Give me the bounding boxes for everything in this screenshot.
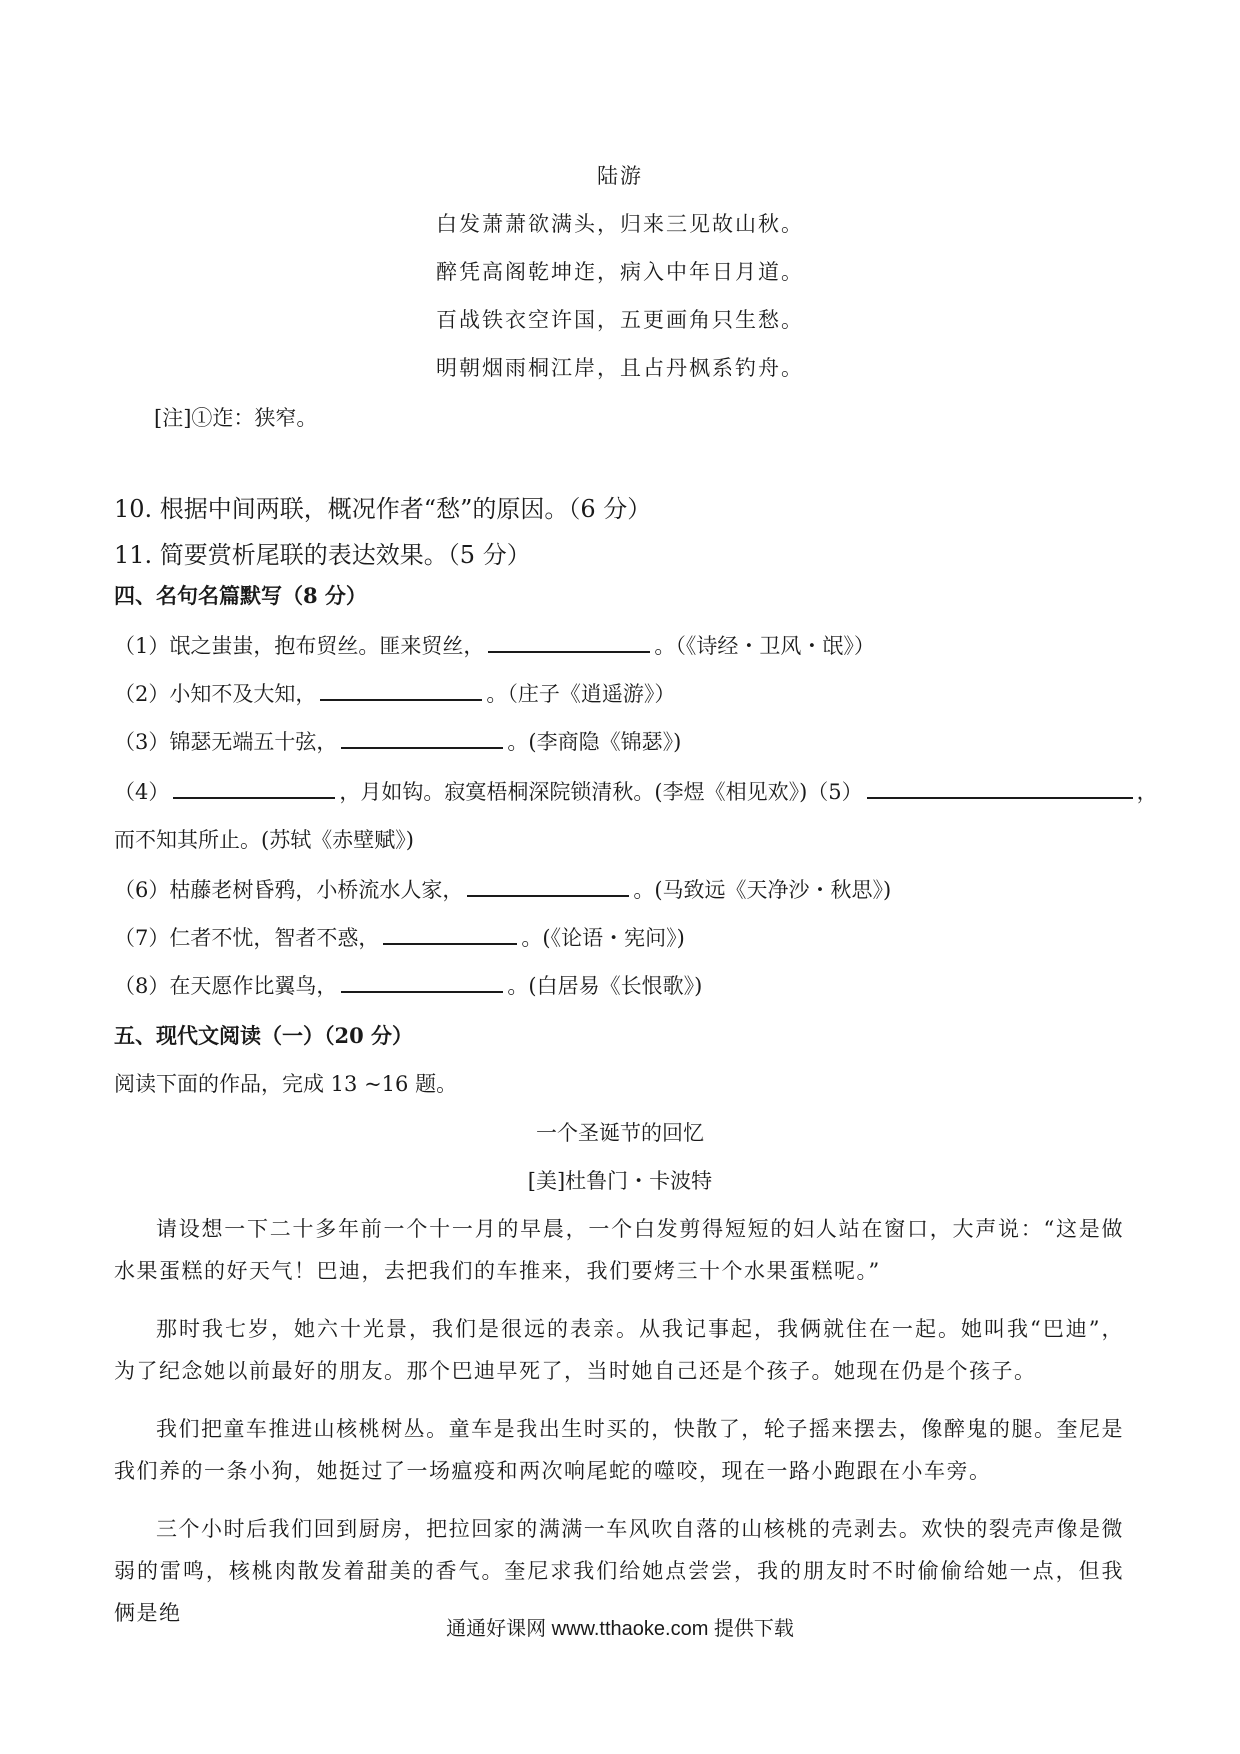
answer-blank-8[interactable] — [341, 973, 503, 993]
item-2-suffix: 。（庄子《逍遥游》） — [486, 682, 676, 706]
question-11: 11. 简要赏析尾联的表达效果。（5 分） — [114, 541, 531, 569]
paragraph-2: 那时我七岁，她六十光景，我们是很远的表亲。从我记事起，我俩就住在一起。她叫我“巴迪”，为了纪念她以前最好的朋友。那个巴迪早死了，当时她自己还是个孩子。她现在仍是个孩子。 — [114, 1317, 1124, 1383]
paragraph-4: 三个小时后我们回到厨房，把拉回家的满满一车风吹自落的山核桃的壳剥去。欢快的裂壳声像是微弱的雷鸣，核桃肉散发着甜美的香气。奎尼求我们给她点尝尝，我的朋友时不时偷偷给她一点，但我俩是绝 — [114, 1517, 1124, 1625]
item-1-prefix: （1）氓之蚩蚩，抱布贸丝。匪来贸丝， — [114, 634, 485, 658]
item-2-prefix: （2）小知不及大知， — [114, 682, 317, 706]
question-10: 10. 根据中间两联，概况作者“愁”的原因。（6 分） — [114, 495, 652, 523]
poem-line-1: 白发萧萧欲满头，归来三见故山秋。 — [436, 212, 804, 236]
answer-blank-6[interactable] — [467, 877, 629, 897]
recitation-item-3 — [114, 726, 681, 756]
answer-blank-1[interactable] — [488, 633, 650, 653]
item-4-suffix: ，月如钩。寂寞梧桐深院锁清秋。(李煜《相见欢》)（5） — [339, 780, 863, 804]
poem-author: 陆游 — [597, 164, 643, 188]
poem-line-3: 百战铁衣空许国，五更画角只生愁。 — [436, 308, 804, 332]
recitation-item-1 — [114, 630, 875, 660]
item-6-prefix: （6）枯藤老树昏鸦，小桥流水人家， — [114, 878, 464, 902]
poem-line-4: 明朝烟雨桐江岸，且占丹枫系钓舟。 — [436, 356, 804, 380]
recitation-item-8 — [114, 970, 702, 1000]
poem-note: [注]①迮：狭窄。 — [154, 406, 318, 430]
answer-blank-4[interactable] — [173, 779, 335, 799]
recitation-item-6 — [114, 874, 891, 904]
article-title: 一个圣诞节的回忆 — [536, 1121, 704, 1145]
item-3-suffix: 。(李商隐《锦瑟》) — [507, 730, 682, 754]
section-5-instruction: 阅读下面的作品，完成 13 ~16 题。 — [114, 1072, 458, 1096]
item-8-prefix: （8）在天愿作比翼鸟， — [114, 974, 338, 998]
paragraph-1: 请设想一下二十多年前一个十一月的早晨，一个白发剪得短短的妇人站在窗口，大声说：“这是做水果蛋糕的好天气！巴迪，去把我们的车推来，我们要烤三十个水果蛋糕呢。” — [114, 1217, 1124, 1283]
item-8-suffix: 。(白居易《长恨歌》) — [507, 974, 703, 998]
article-author: [美]杜鲁门・卡波特 — [527, 1169, 713, 1193]
answer-blank-3[interactable] — [341, 729, 503, 749]
item-1-suffix: 。（《诗经・卫风・氓》） — [654, 634, 875, 658]
item-3-prefix: （3）锦瑟无端五十弦， — [114, 730, 338, 754]
answer-blank-5[interactable] — [867, 779, 1133, 799]
item-7-prefix: （7）仁者不忧，智者不惑， — [114, 926, 380, 950]
answer-blank-2[interactable] — [320, 681, 482, 701]
item-7-suffix: 。(《论语・宪问》) — [521, 926, 685, 950]
item-5-continuation: 而不知其所止。(苏轼《赤壁赋》) — [114, 828, 414, 852]
section-5-heading: 五、现代文阅读（一）（20 分） — [114, 1023, 414, 1048]
answer-blank-7[interactable] — [383, 925, 517, 945]
section-4-heading: 四、名句名篇默写（8 分） — [114, 583, 367, 608]
poem-line-2: 醉凭高阁乾坤迮，病入中年日月道。 — [436, 260, 804, 284]
item-6-suffix: 。(马致远《天净沙・秋思》) — [633, 878, 892, 902]
recitation-item-2 — [114, 678, 675, 708]
footer-watermark: 通通好课网 www.tthaoke.com 提供下载 — [446, 1618, 794, 1640]
recitation-item-4-5 — [114, 776, 1158, 806]
item-5-comma: ， — [1136, 780, 1158, 804]
item-4-prefix: （4） — [114, 780, 170, 804]
paragraph-3: 我们把童车推进山核桃树丛。童车是我出生时买的，快散了，轮子摇来摆去，像醉鬼的腿。奎尼是我们养的一条小狗，她挺过了一场瘟疫和两次响尾蛇的噬咬，现在一路小跑跟在小车旁。 — [114, 1417, 1124, 1483]
recitation-item-7 — [114, 922, 685, 952]
